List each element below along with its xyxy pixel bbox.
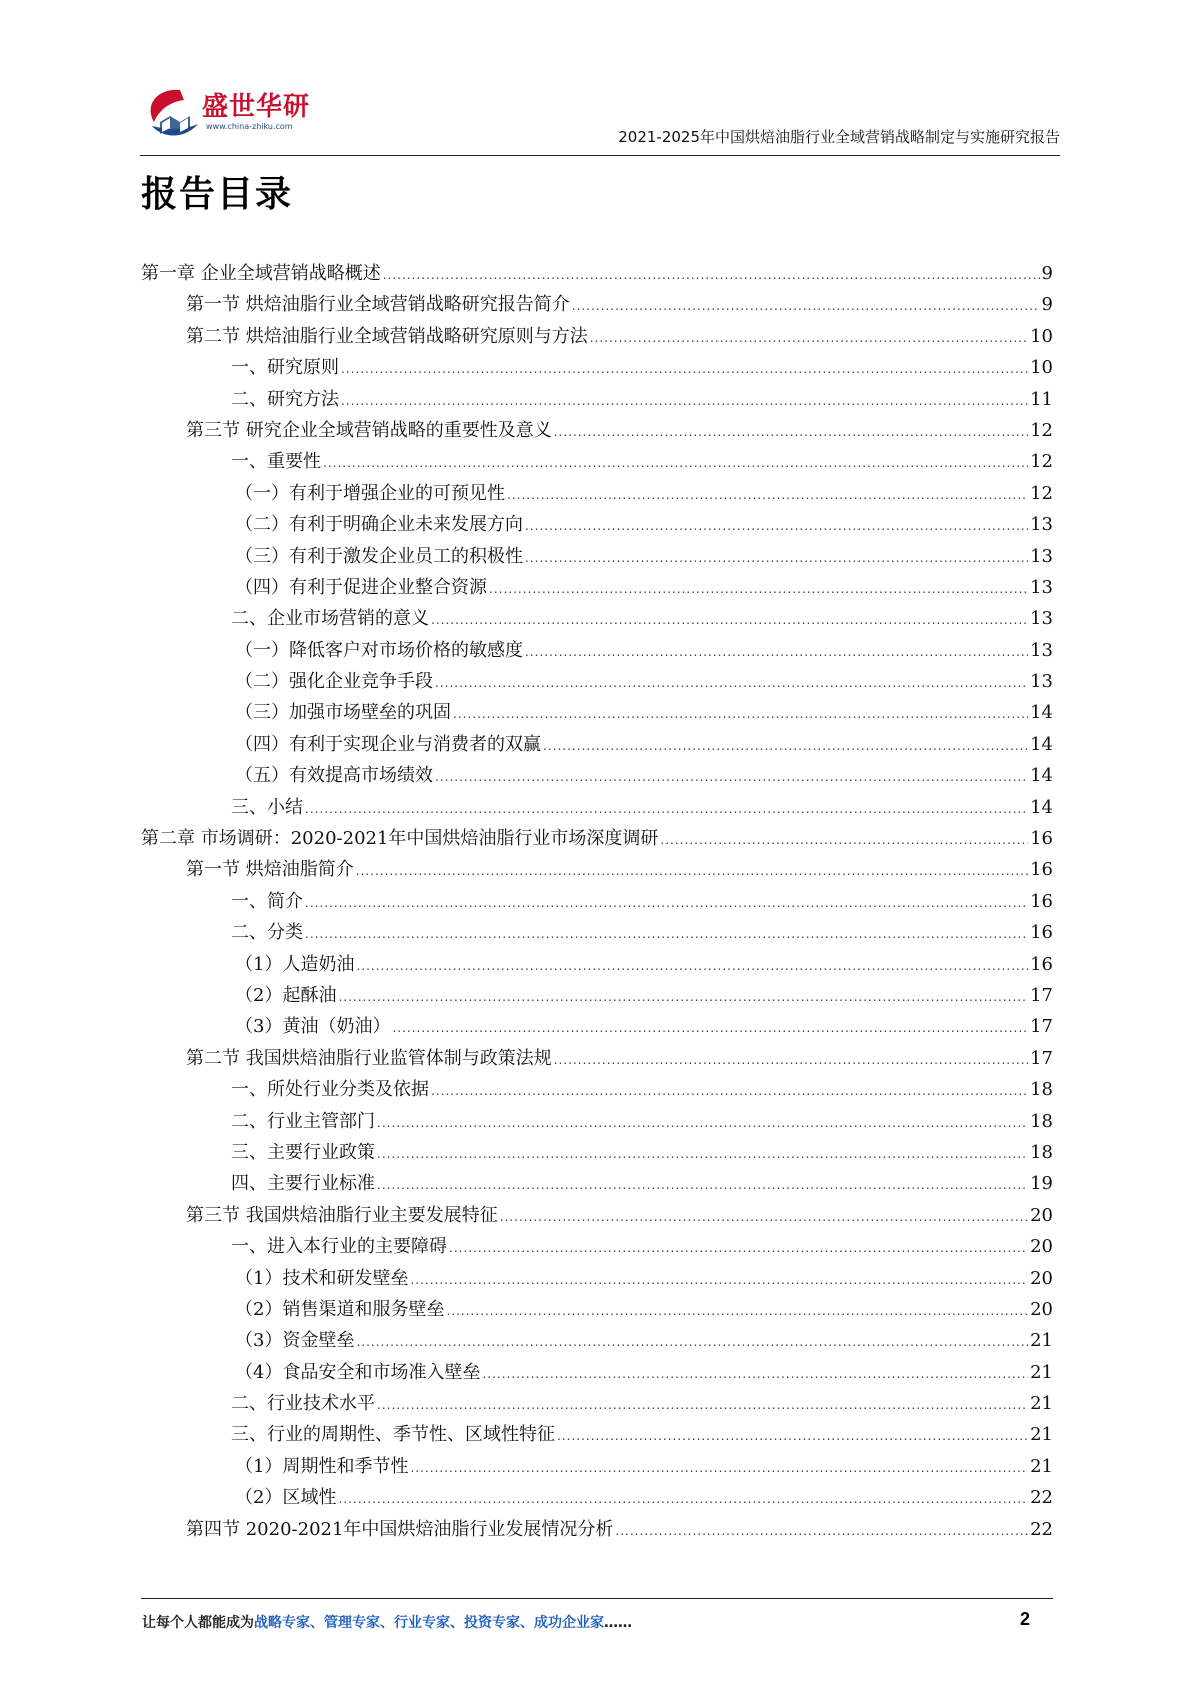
toc-entry[interactable] xyxy=(141,1294,1053,1325)
report-title: 2021-2025年中国烘焙油脂行业全域营销战略制定与实施研究报告 xyxy=(618,128,1060,146)
toc-dot-leader xyxy=(525,543,1028,574)
toc-dot-leader xyxy=(572,291,1040,322)
toc-dot-leader xyxy=(525,511,1028,542)
toc-entry[interactable] xyxy=(141,1231,1053,1262)
header-divider xyxy=(140,155,1060,156)
toc-entry[interactable] xyxy=(141,446,1053,477)
toc-entry-label: （三）加强市场壁垒的巩固 xyxy=(235,702,451,724)
toc-entry[interactable] xyxy=(141,1011,1053,1042)
toc-entry[interactable] xyxy=(141,321,1053,352)
toc-dot-leader xyxy=(482,1359,1028,1390)
toc-entry[interactable] xyxy=(141,1514,1053,1545)
toc-dot-leader xyxy=(323,448,1028,479)
toc-entry-label: （3）资金壁垒 xyxy=(235,1330,355,1352)
toc-entry-page: 21 xyxy=(1030,1361,1053,1383)
footer-slogan-roles: 战略专家、管理专家、行业专家、投资专家、成功企业家 xyxy=(254,1615,604,1631)
toc-dot-leader xyxy=(305,919,1028,950)
toc-entry-page: 10 xyxy=(1030,325,1053,347)
toc-entry[interactable] xyxy=(141,792,1053,823)
logo-text: 盛世华研 xyxy=(202,92,311,122)
toc-dot-leader xyxy=(431,605,1028,636)
toc-entry[interactable] xyxy=(141,1419,1053,1450)
toc-entry-label: 二、行业主管部门 xyxy=(231,1110,375,1132)
toc-entry-page: 17 xyxy=(1030,1047,1053,1069)
toc-entry-label: （2）区域性 xyxy=(235,1487,337,1509)
toc-entry-label: （1）人造奶油 xyxy=(235,953,355,975)
toc-entry-page: 18 xyxy=(1030,1110,1053,1132)
toc-entry-page: 19 xyxy=(1030,1173,1053,1195)
toc-entry[interactable] xyxy=(141,352,1053,383)
toc-dot-leader xyxy=(356,951,1028,982)
toc-entry[interactable] xyxy=(141,823,1053,854)
toc-dot-leader xyxy=(500,1202,1028,1233)
toc-entry-label: 四、主要行业标准 xyxy=(231,1173,375,1195)
toc-entry-page: 11 xyxy=(1030,388,1053,410)
toc-entry-label: （一）降低客户对市场价格的敏感度 xyxy=(235,639,523,661)
toc-entry[interactable] xyxy=(141,384,1053,415)
toc-entry-label: 第二章 市场调研：2020-2021年中国烘焙油脂行业市场深度调研 xyxy=(141,828,659,850)
toc-entry[interactable] xyxy=(141,666,1053,697)
logo-url: www.china-zhiku.com xyxy=(206,122,293,131)
toc-entry[interactable] xyxy=(141,1200,1053,1231)
toc-entry-page: 18 xyxy=(1030,1141,1053,1163)
toc-dot-leader xyxy=(615,1516,1028,1547)
toc-entry-page: 20 xyxy=(1030,1236,1053,1258)
toc-entry-label: 第四节 2020-2021年中国烘焙油脂行业发展情况分析 xyxy=(186,1518,614,1540)
toc-dot-leader xyxy=(449,1233,1028,1264)
toc-entry[interactable] xyxy=(141,729,1053,760)
company-logo xyxy=(140,82,340,146)
toc-entry-page: 14 xyxy=(1030,796,1053,818)
logo-swirl-icon xyxy=(140,82,204,146)
toc-entry-page: 20 xyxy=(1030,1267,1053,1289)
toc-entry-page: 10 xyxy=(1030,357,1053,379)
toc-entry-label: （四）有利于实现企业与消费者的双赢 xyxy=(235,733,541,755)
toc-entry-label: （2）销售渠道和服务壁垒 xyxy=(235,1298,445,1320)
toc-dot-leader xyxy=(543,731,1028,762)
toc-entry-label: （三）有利于激发企业员工的积极性 xyxy=(235,545,523,567)
toc-entry-label: （1）周期性和季节性 xyxy=(235,1455,409,1477)
footer-divider xyxy=(141,1598,1053,1599)
page-title: 报告目录 xyxy=(141,174,294,215)
toc-entry[interactable] xyxy=(141,635,1053,666)
toc-entry-label: 第二节 我国烘焙油脂行业监管体制与政策法规 xyxy=(186,1047,552,1069)
toc-entry[interactable] xyxy=(141,1451,1053,1482)
toc-dot-leader xyxy=(377,1139,1028,1170)
toc-entry-page: 14 xyxy=(1030,765,1053,787)
toc-entry[interactable] xyxy=(141,917,1053,948)
toc-entry-page: 21 xyxy=(1030,1330,1053,1352)
toc-entry-page: 12 xyxy=(1030,451,1053,473)
toc-dot-leader xyxy=(554,417,1028,448)
toc-entry[interactable] xyxy=(141,854,1053,885)
toc-entry-page: 16 xyxy=(1030,828,1053,850)
toc-entry-label: 第一节 烘焙油脂行业全域营销战略研究报告简介 xyxy=(186,294,570,316)
toc-entry-label: 第一节 烘焙油脂简介 xyxy=(186,859,354,881)
toc-dot-leader xyxy=(554,1045,1028,1076)
toc-dot-leader xyxy=(305,888,1028,919)
toc-entry[interactable] xyxy=(141,1263,1053,1294)
toc-dot-leader xyxy=(338,1484,1028,1515)
toc-entry-page: 20 xyxy=(1030,1298,1053,1320)
toc-entry-page: 22 xyxy=(1030,1487,1053,1509)
toc-dot-leader xyxy=(377,1390,1028,1421)
toc-dot-leader xyxy=(410,1453,1028,1484)
toc-entry-page: 17 xyxy=(1030,984,1053,1006)
toc-dot-leader xyxy=(377,1108,1028,1139)
toc-entry-label: 三、小结 xyxy=(231,796,303,818)
toc-entry-label: 三、行业的周期性、季节性、区域性特征 xyxy=(231,1424,555,1446)
toc-entry[interactable] xyxy=(141,697,1053,728)
toc-entry-page: 9 xyxy=(1041,263,1053,284)
toc-entry-page: 16 xyxy=(1030,922,1053,944)
toc-entry-page: 18 xyxy=(1030,1079,1053,1101)
toc-entry-page: 13 xyxy=(1030,608,1053,630)
toc-entry-label: （四）有利于促进企业整合资源 xyxy=(235,576,487,598)
toc-dot-leader xyxy=(341,386,1028,417)
toc-dot-leader xyxy=(377,1170,1028,1201)
page-number: 2 xyxy=(1020,1609,1031,1629)
toc-entry-label: 一、研究原则 xyxy=(231,357,339,379)
toc-entry[interactable] xyxy=(141,572,1053,603)
toc-entry[interactable] xyxy=(141,980,1053,1011)
toc-entry-label: 第三节 研究企业全域营销战略的重要性及意义 xyxy=(186,419,552,441)
toc-entry-page: 13 xyxy=(1030,514,1053,536)
toc-entry[interactable] xyxy=(141,289,1053,320)
toc-entry-page: 21 xyxy=(1030,1424,1053,1446)
toc-entry-label: （二）强化企业竞争手段 xyxy=(235,671,433,693)
toc-dot-leader xyxy=(356,856,1028,887)
toc-entry[interactable] xyxy=(141,541,1053,572)
toc-entry[interactable] xyxy=(141,1043,1053,1074)
toc-entry-label: 第三节 我国烘焙油脂行业主要发展特征 xyxy=(186,1204,498,1226)
toc-entry-page: 21 xyxy=(1030,1393,1053,1415)
toc-entry-page: 13 xyxy=(1030,639,1053,661)
toc-entry[interactable] xyxy=(141,478,1053,509)
toc-entry-label: （1）技术和研发壁垒 xyxy=(235,1267,409,1289)
toc-entry[interactable] xyxy=(141,1388,1053,1419)
toc-entry[interactable] xyxy=(141,415,1053,446)
toc-dot-leader xyxy=(453,699,1028,730)
toc-dot-leader xyxy=(435,668,1028,699)
toc-entry-label: （4）食品安全和市场准入壁垒 xyxy=(235,1361,481,1383)
toc-dot-leader xyxy=(341,354,1028,385)
toc-entry-label: 三、主要行业政策 xyxy=(231,1141,375,1163)
toc-dot-leader xyxy=(338,982,1028,1013)
toc-entry[interactable] xyxy=(141,949,1053,980)
toc-dot-leader xyxy=(557,1421,1028,1452)
toc-entry-page: 13 xyxy=(1030,545,1053,567)
toc-entry-page: 9 xyxy=(1041,294,1053,316)
toc-entry-label: （一）有利于增强企业的可预见性 xyxy=(235,482,505,504)
toc-entry-label: 二、分类 xyxy=(231,922,303,944)
toc-dot-leader xyxy=(410,1265,1028,1296)
toc-entry-page: 12 xyxy=(1030,482,1053,504)
toc-entry-label: 二、行业技术水平 xyxy=(231,1393,375,1415)
toc-entry-label: 第一章 企业全域营销战略概述 xyxy=(141,263,381,284)
toc-entry-page: 13 xyxy=(1030,671,1053,693)
page-header xyxy=(140,78,1060,158)
toc-entry-page: 20 xyxy=(1030,1204,1053,1226)
toc-entry-label: 第二节 烘焙油脂行业全域营销战略研究原则与方法 xyxy=(186,325,588,347)
toc-entry[interactable] xyxy=(141,1106,1053,1137)
toc-dot-leader xyxy=(660,825,1028,856)
toc-entry[interactable] xyxy=(141,603,1053,634)
toc-entry[interactable] xyxy=(141,1137,1053,1168)
toc-entry[interactable] xyxy=(141,1357,1053,1388)
toc-dot-leader xyxy=(446,1296,1028,1327)
footer-slogan xyxy=(142,1612,632,1632)
toc-entry-label: 二、企业市场营销的意义 xyxy=(231,608,429,630)
toc-entry[interactable] xyxy=(141,258,1053,289)
toc-entry[interactable] xyxy=(141,1482,1053,1513)
toc-entry[interactable] xyxy=(141,1168,1053,1199)
toc-dot-leader xyxy=(525,637,1028,668)
toc-entry-page: 12 xyxy=(1030,419,1053,441)
toc-dot-leader xyxy=(392,1013,1028,1044)
toc-dot-leader xyxy=(305,794,1028,825)
toc-dot-leader xyxy=(431,1076,1028,1107)
toc-entry-page: 17 xyxy=(1030,1016,1053,1038)
toc-entry-label: （二）有利于明确企业未来发展方向 xyxy=(235,514,523,536)
toc-dot-leader xyxy=(383,260,1040,291)
toc-dot-leader xyxy=(435,762,1028,793)
toc-entry-page: 14 xyxy=(1030,702,1053,724)
toc-entry-page: 22 xyxy=(1030,1518,1053,1540)
table-of-contents xyxy=(141,258,1053,1545)
toc-entry-page: 16 xyxy=(1030,953,1053,975)
toc-entry-page: 21 xyxy=(1030,1455,1053,1477)
toc-dot-leader xyxy=(489,574,1028,605)
toc-entry-label: （3）黄油（奶油） xyxy=(235,1016,391,1038)
toc-entry[interactable] xyxy=(141,886,1053,917)
toc-dot-leader xyxy=(590,323,1028,354)
toc-entry-page: 13 xyxy=(1030,576,1053,598)
toc-entry-page: 16 xyxy=(1030,890,1053,912)
toc-entry-label: 一、重要性 xyxy=(231,451,321,473)
toc-entry-page: 14 xyxy=(1030,733,1053,755)
toc-entry-label: （五）有效提高市场绩效 xyxy=(235,765,433,787)
toc-entry-label: 一、简介 xyxy=(231,890,303,912)
toc-entry-label: （2）起酥油 xyxy=(235,984,337,1006)
toc-entry-label: 二、研究方法 xyxy=(231,388,339,410)
footer-slogan-lead: 让每个人都能成为 xyxy=(142,1615,254,1631)
toc-entry-label: 一、进入本行业的主要障碍 xyxy=(231,1236,447,1258)
toc-dot-leader xyxy=(356,1327,1028,1358)
toc-entry[interactable] xyxy=(141,509,1053,540)
toc-entry-label: 一、所处行业分类及依据 xyxy=(231,1079,429,1101)
toc-entry[interactable] xyxy=(141,1074,1053,1105)
toc-entry-page: 16 xyxy=(1030,859,1053,881)
toc-dot-leader xyxy=(507,480,1028,511)
footer-slogan-ellipsis: …… xyxy=(604,1615,632,1631)
toc-entry[interactable] xyxy=(141,760,1053,791)
toc-entry[interactable] xyxy=(141,1325,1053,1356)
